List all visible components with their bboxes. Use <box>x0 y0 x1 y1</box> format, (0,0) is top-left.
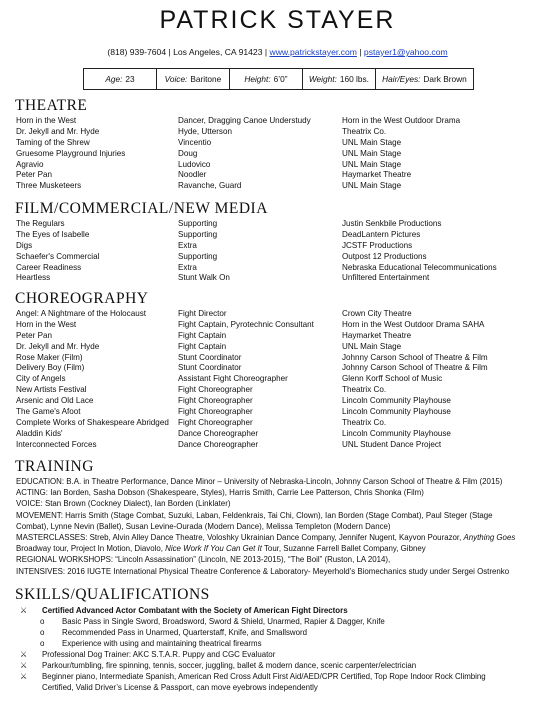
skill-text: Parkour/tumbling, fire spinning, tennis, soccer, juggling, ballet & modern dance, scenic carpenter/electrician <box>42 661 417 670</box>
regional-workshops-line: REGIONAL WORKSHOPS: “Lincoln Assassination” (Lincoln, NE 2013-2015), “The Boil” (Ruston, LA 2014), <box>16 555 391 565</box>
masterclasses-italic: Nice Work If You Can Get It <box>165 544 262 554</box>
stat-label: Hair/Eyes: <box>382 74 421 84</box>
company: Justin Senkbile Productions <box>342 219 442 228</box>
masterclasses-text: MASTERCLASSES: Streb, Alvin Alley Dance Theatre, Voloshky Ukrainian Dance Company, Jennifer Nugent, Kayvon Pourazor, <box>16 533 462 543</box>
swords-bullet-icon: ⚔ <box>20 672 28 681</box>
company: UNL Student Dance Project <box>342 439 442 449</box>
company: Haymarket Theatre <box>342 170 412 180</box>
company: UNL Main Stage <box>342 181 402 191</box>
theatre-row <box>16 127 536 138</box>
stat-label: Weight: <box>308 74 337 84</box>
production-title: Schaefer's Commercial <box>16 251 100 261</box>
skill-text: Beginner piano, Intermediate Spanish, American Red Cross Adult First Aid/AED/CPR Certified, Top Rope Indoor Rock Climbing <box>42 672 486 681</box>
role: Fight Captain, Pyrotechnic Consultant <box>178 319 314 329</box>
skill-text: Professional Dog Trainer: AKC S.T.A.R. Puppy and CGC Evaluator <box>42 650 276 659</box>
swords-bullet-icon: ⚔ <box>20 661 28 670</box>
role: Supporting <box>178 219 218 228</box>
resume-name: PATRICK STAYER <box>159 6 396 34</box>
skill-text: Certified Advanced Actor Combatant with the Society of American Fight Directors <box>42 606 348 615</box>
company: Theatrix Co. <box>342 385 387 395</box>
choreography-row <box>16 353 536 364</box>
production-title: City of Angels <box>16 374 66 384</box>
production-title: The Eyes of Isabelle <box>16 229 90 239</box>
stat-value: 160 lbs. <box>339 74 369 84</box>
separator: | <box>264 47 268 57</box>
section-title-skills: SKILLS/QUALIFICATIONS <box>15 586 210 603</box>
company: Outpost 12 Productions <box>342 251 427 261</box>
role: Fight Choreographer <box>178 396 253 406</box>
role: Doug <box>178 148 198 158</box>
company: Theatrix Co. <box>342 126 387 136</box>
section-title-film: FILM/COMMERCIAL/NEW MEDIA <box>15 200 268 217</box>
role: Stunt Coordinator <box>178 363 242 373</box>
production-title: Arsenic and Old Lace <box>16 396 94 406</box>
production-title: Taming of the Shrew <box>16 137 90 147</box>
production-title: Angel: A Nightmare of the Holocaust <box>16 309 147 318</box>
stat-label: Age: <box>105 74 123 84</box>
company: DeadLantern Pictures <box>342 229 421 239</box>
choreography-row <box>16 407 536 418</box>
choreography-row <box>16 440 536 451</box>
role: Extra <box>178 240 197 250</box>
theatre-row <box>16 138 536 149</box>
theatre-row <box>16 149 536 160</box>
company: Johnny Carson School of Theatre & Film <box>342 352 488 362</box>
production-title: Heartless <box>16 273 51 283</box>
role: Supporting <box>178 229 218 239</box>
film-row <box>16 263 536 274</box>
role: Extra <box>178 262 197 272</box>
role: Supporting <box>178 251 218 261</box>
role: Ravanche, Guard <box>178 181 242 191</box>
stat-value: 6’0” <box>273 74 288 84</box>
choreography-list <box>16 309 536 451</box>
training-line: EDUCATION: B.A. in Theatre Performance, Dance Minor – University of Nebraska-Lincoln, Johnny Carson School of Theatre & Film (2015) <box>16 477 503 486</box>
choreography-row <box>16 429 536 440</box>
section-title-choreography: CHOREOGRAPHY <box>15 290 149 307</box>
company: Crown City Theatre <box>342 309 412 318</box>
production-title: Gruesome Playground Injuries <box>16 148 126 158</box>
role: Fight Director <box>178 309 227 318</box>
company: Johnny Carson School of Theatre & Film <box>342 363 488 373</box>
role: Hyde, Utterson <box>178 126 232 136</box>
choreography-row <box>16 374 536 385</box>
website-link[interactable]: www.patrickstayer.com <box>269 47 357 57</box>
film-row <box>16 219 536 230</box>
production-title: Delivery Boy (Film) <box>16 363 85 373</box>
company: Unfiltered Entertainment <box>342 273 430 283</box>
skill-subitem <box>20 616 540 627</box>
skill-item <box>20 649 540 660</box>
production-title: Career Readiness <box>16 262 82 272</box>
role: Fight Captain <box>178 341 227 351</box>
production-title: Complete Works of Shakespeare Abridged <box>16 417 169 427</box>
separator: | <box>168 47 171 57</box>
company: Horn in the West Outdoor Drama SAHA <box>342 319 485 329</box>
film-row <box>16 230 536 241</box>
stat-value: 23 <box>125 74 135 84</box>
choreography-row <box>16 309 536 320</box>
company: Glenn Korff School of Music <box>342 374 443 384</box>
company: UNL Main Stage <box>342 341 402 351</box>
company: UNL Main Stage <box>342 137 402 147</box>
swords-bullet-icon: ⚔ <box>20 606 28 615</box>
training-line: VOICE: Stan Brown (Cockney Dialect), Ian Borden (Linklater) <box>16 499 231 509</box>
stat-value: Dark Brown <box>423 74 467 84</box>
role: Fight Captain <box>178 330 227 340</box>
company: Lincoln Community Playhouse <box>342 428 451 438</box>
film-list <box>16 219 536 284</box>
role: Fight Choreographer <box>178 417 253 427</box>
production-title: Agravio <box>16 159 44 169</box>
location: Los Angeles, CA 91423 <box>173 47 263 57</box>
role: Fight Choreographer <box>178 407 253 417</box>
choreography-row <box>16 363 536 374</box>
choreography-row <box>16 342 536 353</box>
company: UNL Main Stage <box>342 159 402 169</box>
company: Nebraska Educational Telecommunications <box>342 262 497 272</box>
company: Lincoln Community Playhouse <box>342 396 451 406</box>
choreography-row <box>16 385 536 396</box>
skill-item-continued: Certified, Valid Driver’s License & Passport, can move eyebrows independently <box>42 683 318 692</box>
choreography-row <box>16 320 536 331</box>
stat-cell <box>303 69 376 89</box>
skill-text: Recommended Pass in Unarmed, Quarterstaff, Knife, and Smallsword <box>62 628 308 637</box>
choreography-row <box>16 418 536 429</box>
production-title: Peter Pan <box>16 330 52 340</box>
production-title: The Regulars <box>16 219 65 228</box>
production-title: Dr. Jekyll and Mr. Hyde <box>16 341 100 351</box>
stat-cell <box>84 69 157 89</box>
choreography-row <box>16 331 536 342</box>
stats-box <box>83 68 474 90</box>
production-title: New Artists Festival <box>16 385 87 395</box>
skills-list <box>20 605 540 693</box>
role: Stunt Walk On <box>178 273 230 283</box>
role: Dance Choreographer <box>178 439 259 449</box>
skill-text: Basic Pass in Single Sword, Broadsword, Sword & Shield, Unarmed, Rapier & Dagger, Knife <box>62 617 385 626</box>
circle-bullet-icon: o <box>40 628 45 637</box>
company: UNL Main Stage <box>342 148 402 158</box>
stat-value: Baritone <box>190 74 222 84</box>
company: Theatrix Co. <box>342 417 387 427</box>
section-title-theatre: THEATRE <box>15 97 88 114</box>
swords-bullet-icon: ⚔ <box>20 650 28 659</box>
training-list <box>16 476 541 577</box>
theatre-row <box>16 181 536 192</box>
production-title: Horn in the West <box>16 116 77 125</box>
production-title: Digs <box>16 240 33 250</box>
circle-bullet-icon: o <box>40 617 45 626</box>
training-line: ACTING: Ian Borden, Sasha Dobson (Shakespeare, Styles), Harris Smith, Carrie Lee Patterson, Chris Shonka (Film) <box>16 488 424 498</box>
role: Dance Choreographer <box>178 428 259 438</box>
skill-item <box>20 605 540 616</box>
theatre-row <box>16 160 536 171</box>
film-row <box>16 273 536 284</box>
masterclasses-italic: Anything Goes <box>463 533 516 543</box>
production-title: The Game's Afoot <box>16 407 81 417</box>
company: Lincoln Community Playhouse <box>342 407 451 417</box>
production-title: Horn in the West <box>16 319 77 329</box>
training-line: Combat), Lynne Nevin (Ballet), Susan Levine-Ourada (Modern Dance), Melissa Templeton (Modern Dance) <box>16 521 391 531</box>
intensives-line: INTENSIVES: 2016 IUGTE International Physical Theatre Conference & Laboratory- Meyerhold’s Biomechanics study under Sergei Ostrenko <box>16 566 510 576</box>
phone: (818) 939-7604 <box>107 47 167 57</box>
masterclasses-line-2 <box>16 543 541 554</box>
company: Haymarket Theatre <box>342 330 412 340</box>
company: JCSTF Productions <box>342 240 413 250</box>
skill-subitem <box>20 627 540 638</box>
masterclasses-line <box>16 532 541 543</box>
production-title: Rose Maker (Film) <box>16 352 83 362</box>
company: Horn in the West Outdoor Drama <box>342 116 461 125</box>
contact-line <box>0 47 555 57</box>
email-link[interactable]: pstayer1@yahoo.com <box>363 47 448 57</box>
stat-cell <box>376 69 473 89</box>
film-row <box>16 252 536 263</box>
choreography-row <box>16 396 536 407</box>
role: Fight Choreographer <box>178 385 253 395</box>
stat-cell <box>230 69 303 89</box>
production-title: Peter Pan <box>16 170 52 180</box>
production-title: Aladdin Kids' <box>16 428 63 438</box>
production-title: Three Musketeers <box>16 181 82 191</box>
role: Dancer, Dragging Canoe Understudy <box>178 116 311 125</box>
theatre-list <box>16 116 536 192</box>
role: Assistant Fight Choreographer <box>178 374 288 384</box>
theatre-row <box>16 116 536 127</box>
production-title: Dr. Jekyll and Mr. Hyde <box>16 126 100 136</box>
role: Noodler <box>178 170 207 180</box>
masterclasses-text: Tour, Suzanne Farrell Ballet Company, Gibney <box>263 544 426 554</box>
masterclasses-text: Broadway tour, Project In Motion, Diavolo, <box>16 544 163 554</box>
separator: | <box>359 47 362 57</box>
section-title-training: TRAINING <box>15 458 94 475</box>
circle-bullet-icon: o <box>40 639 45 648</box>
role: Ludovico <box>178 159 211 169</box>
skill-item <box>20 671 540 682</box>
role: Vincentio <box>178 137 212 147</box>
film-row <box>16 241 536 252</box>
theatre-row <box>16 170 536 181</box>
role: Stunt Coordinator <box>178 352 242 362</box>
production-title: Interconnected Forces <box>16 439 97 449</box>
skill-subitem <box>20 638 540 649</box>
stat-label: Height: <box>244 74 271 84</box>
training-line: MOVEMENT: Harris Smith (Stage Combat, Suzuki, Laban, Feldenkrais, Tai Chi, Clown), Ian Borden (Stage Combat), Paul Steger (Stage <box>16 510 493 520</box>
skill-text: Experience with using and maintaining theatrical firearms <box>62 639 262 648</box>
stat-cell <box>157 69 230 89</box>
skill-item <box>20 660 540 671</box>
stat-label: Voice: <box>164 74 188 84</box>
